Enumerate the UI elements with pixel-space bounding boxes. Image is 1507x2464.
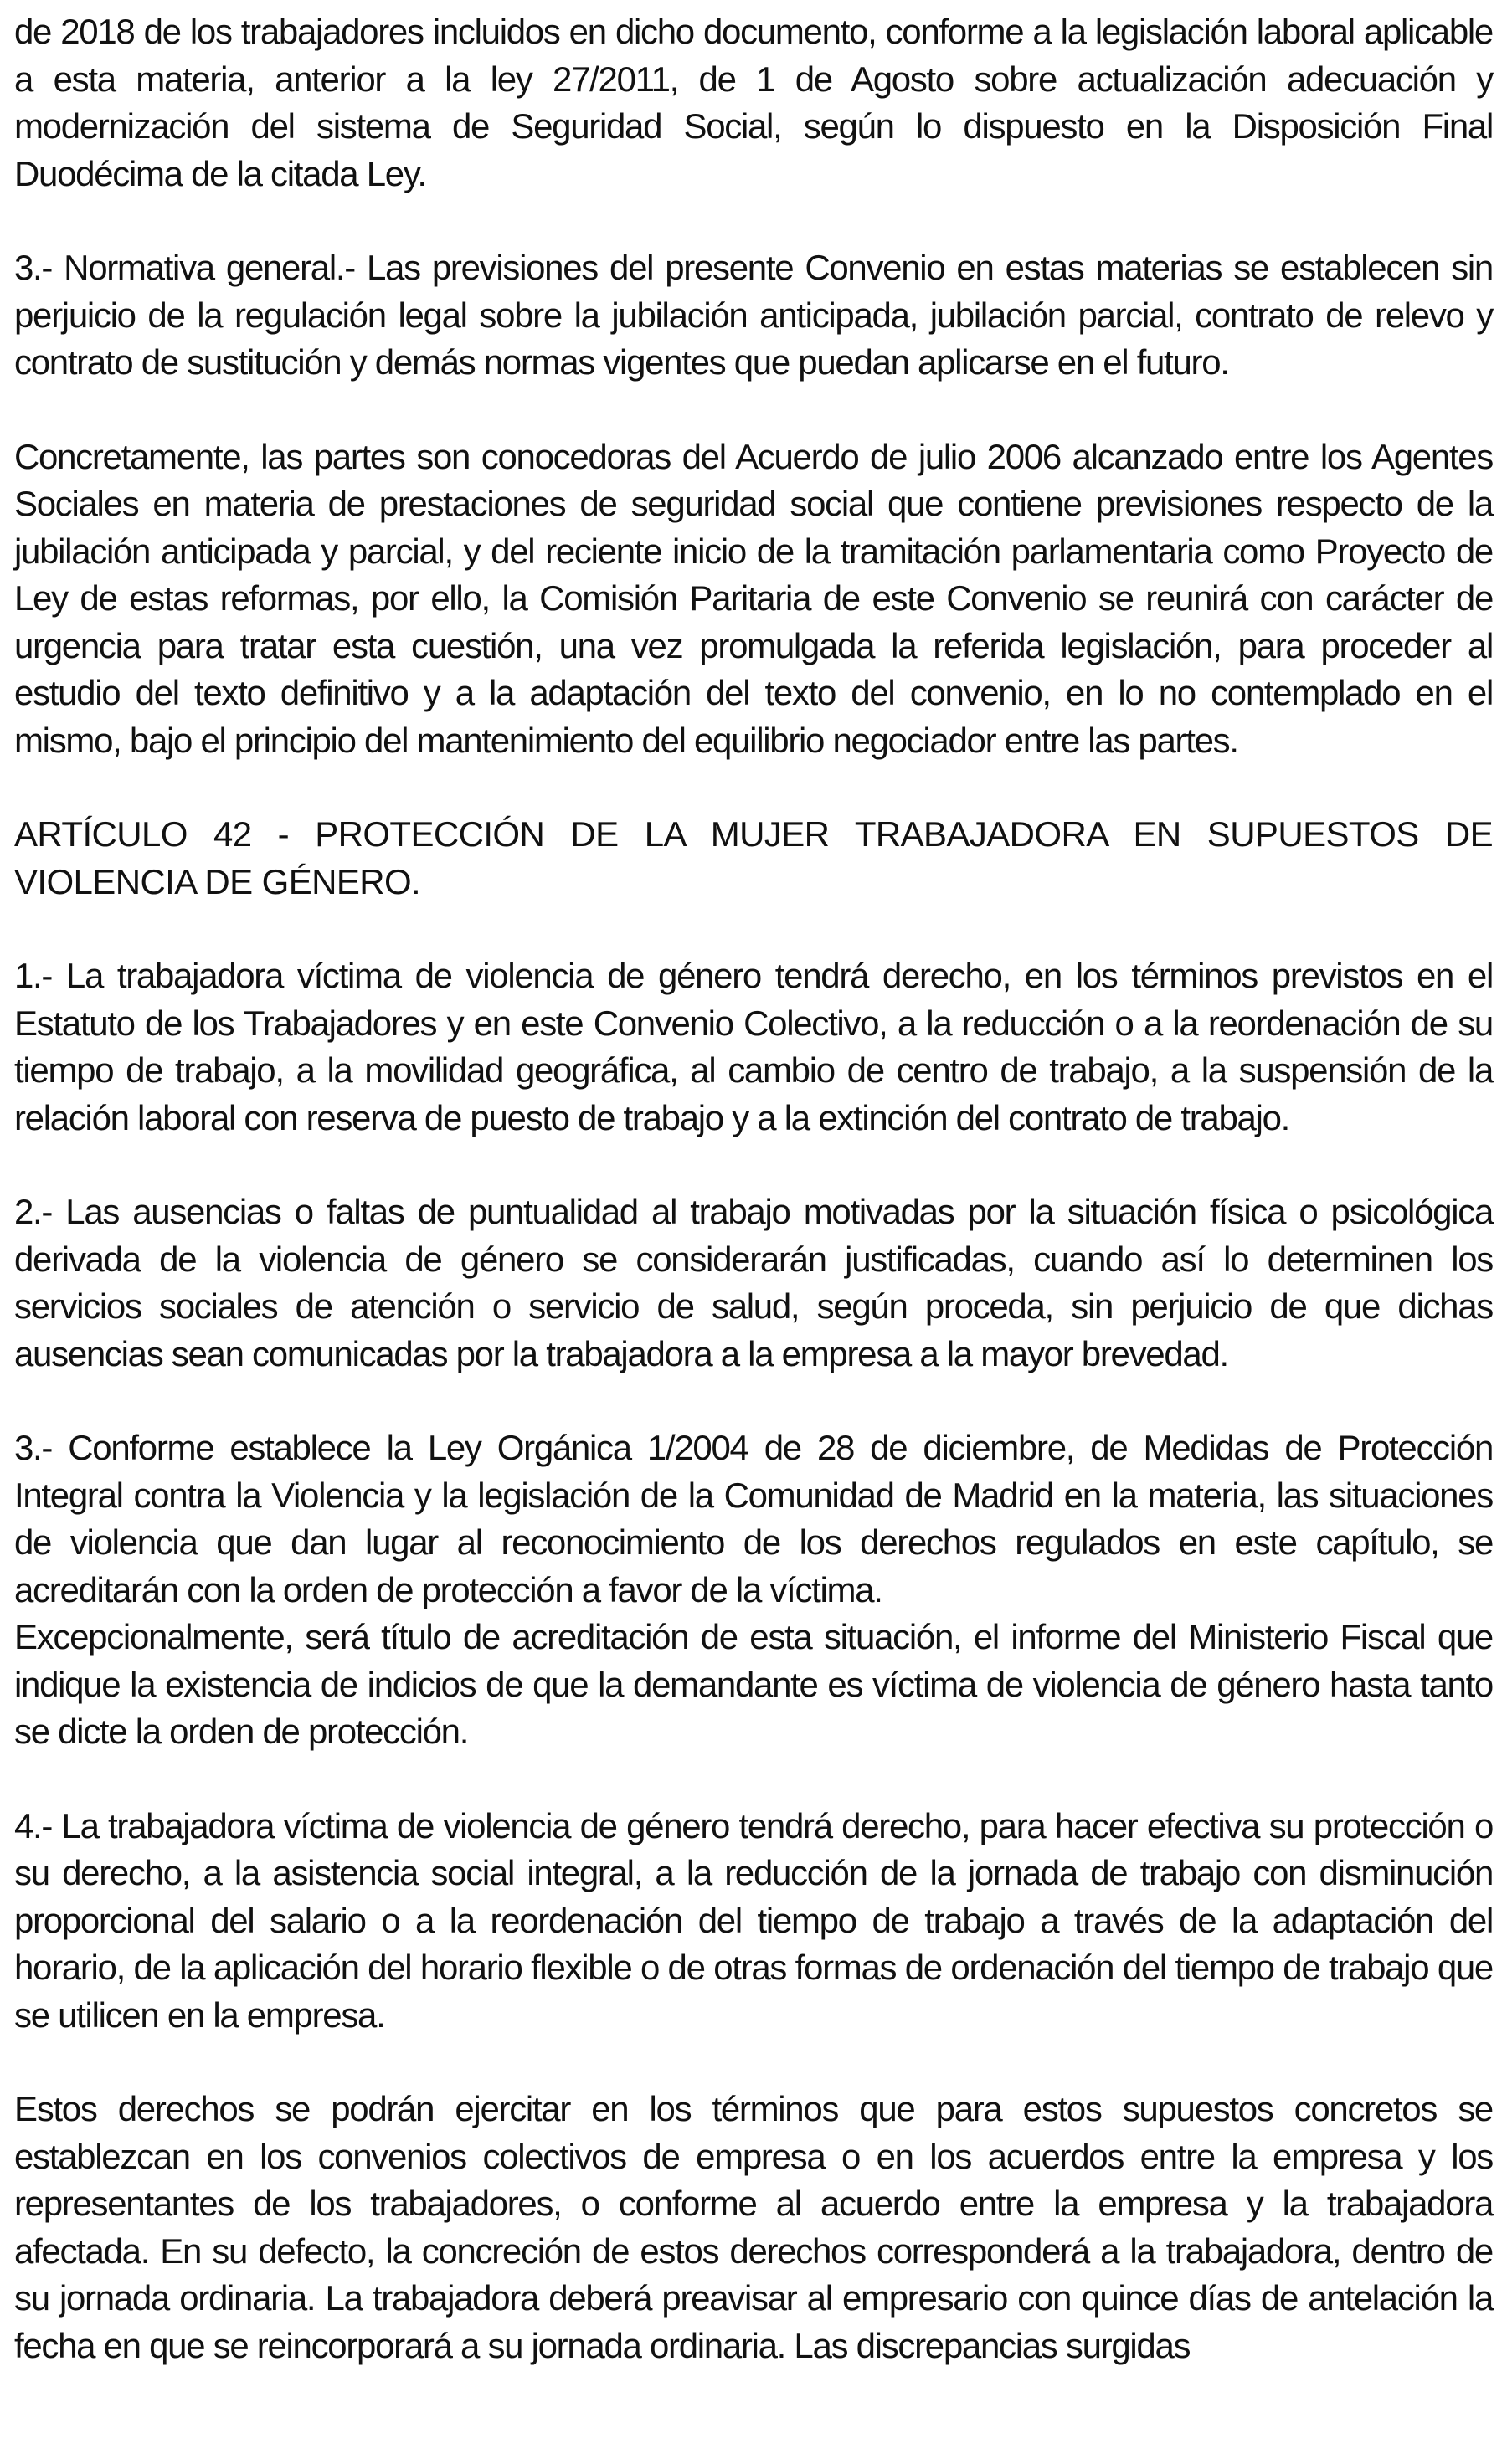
paragraph-general-regulation: 3.- Normativa general.- Las previsiones del presente Convenio en estas materias se establecen sin perjuicio de la regulación legal sobre la jubilación anticipada, jubilación parcial, contrato de relevo y contrato de sustitución y demás normas vigentes que puedan aplicarse en el futuro. bbox=[14, 248, 1493, 382]
paragraph-pension-continuation: de 2018 de los trabajadores incluidos en dicho documento, conforme a la legislación laboral aplicable a esta materia, anterior a la ley 27/2011, de 1 de Agosto sobre actualización adecuación y modernización del sistema de Seguridad Social, según lo dispuesto en la Disposición Final Duodécima de la citada Ley. bbox=[14, 12, 1493, 193]
paragraph-exceptional-accreditation: Excepcionalmente, será título de acreditación de esta situación, el informe del Ministerio Fiscal que indique la existencia de indicios de que la demandante es víctima de violencia de género hasta tanto se dicte la orden de protección. bbox=[14, 1617, 1493, 1751]
document-page bbox=[14, 8, 1493, 2416]
paragraph-article-42-point-2: 2.- Las ausencias o faltas de puntualidad al trabajo motivadas por la situación física o psicológica derivada de la violencia de género se considerarán justificadas, cuando así lo determinen los servicios sociales de atención o servicio de salud, según proceda, sin perjuicio de que dichas ausencias sean comunicadas por la trabajadora a la empresa a la mayor brevedad. bbox=[14, 1192, 1493, 1373]
paragraph-article-42-point-1: 1.- La trabajadora víctima de violencia de género tendrá derecho, en los términos previstos en el Estatuto de los Trabajadores y en este Convenio Colectivo, a la reducción o a la reordenación de su tiempo de trabajo, a la movilidad geográfica, al cambio de centro de trabajo, a la suspensión de la relación laboral con reserva de puesto de trabajo y a la extinción del contrato de trabajo. bbox=[14, 956, 1493, 1137]
paragraph-article-42-point-3: 3.- Conforme establece la Ley Orgánica 1/2004 de 28 de diciembre, de Medidas de Protección Integral contra la Violencia y la legislación de la Comunidad de Madrid en la materia, las situaciones de violencia que dan lugar al reconocimiento de los derechos regulados en este capítulo, se acreditarán con la orden de protección a favor de la víctima. bbox=[14, 1428, 1493, 1609]
paragraph-article-42-point-4: 4.- La trabajadora víctima de violencia de género tendrá derecho, para hacer efectiva su protección o su derecho, a la asistencia social integral, a la reducción de la jornada de trabajo con disminución proporcional del salario o a la reordenación del tiempo de trabajo a través de la adaptación del horario, de la aplicación del horario flexible o de otras formas de ordenación del tiempo de trabajo que se utilicen en la empresa. bbox=[14, 1805, 1493, 2035]
paragraph-rights-exercise: Estos derechos se podrán ejercitar en los términos que para estos supuestos concretos se establezcan en los convenios colectivos de empresa o en los acuerdos entre la empresa y los representantes de los trabajadores, o conforme al acuerdo entre la empresa y la trabajadora afectada. En su defecto, la concreción de estos derechos corresponderá a la trabajadora, dentro de su jornada ordinaria. La trabajadora deberá preavisar al empresario con quince días de antelación la fecha en que se reincorporará a su jornada ordinaria. Las discrepancias surgidas bbox=[14, 2089, 1493, 2365]
paragraph-agreement-2006: Concretamente, las partes son conocedoras del Acuerdo de julio 2006 alcanzado entre los Agentes Sociales en materia de prestaciones de seguridad social que contiene previsiones respecto de la jubilación anticipada y parcial, y del reciente inicio de la tramitación parlamentaria como Proyecto de Ley de estas reformas, por ello, la Comisión Paritaria de este Convenio se reunirá con carácter de urgencia para tratar esta cuestión, una vez promulgada la referida legislación, para proceder al estudio del texto definitivo y a la adaptación del texto del convenio, en lo no contemplado en el mismo, bajo el principio del mantenimiento del equilibrio negociador entre las partes. bbox=[14, 436, 1493, 760]
article-42-heading: ARTÍCULO 42 - PROTECCIÓN DE LA MUJER TRABAJADORA EN SUPUESTOS DE VIOLENCIA DE GÉNERO. bbox=[14, 814, 1493, 901]
